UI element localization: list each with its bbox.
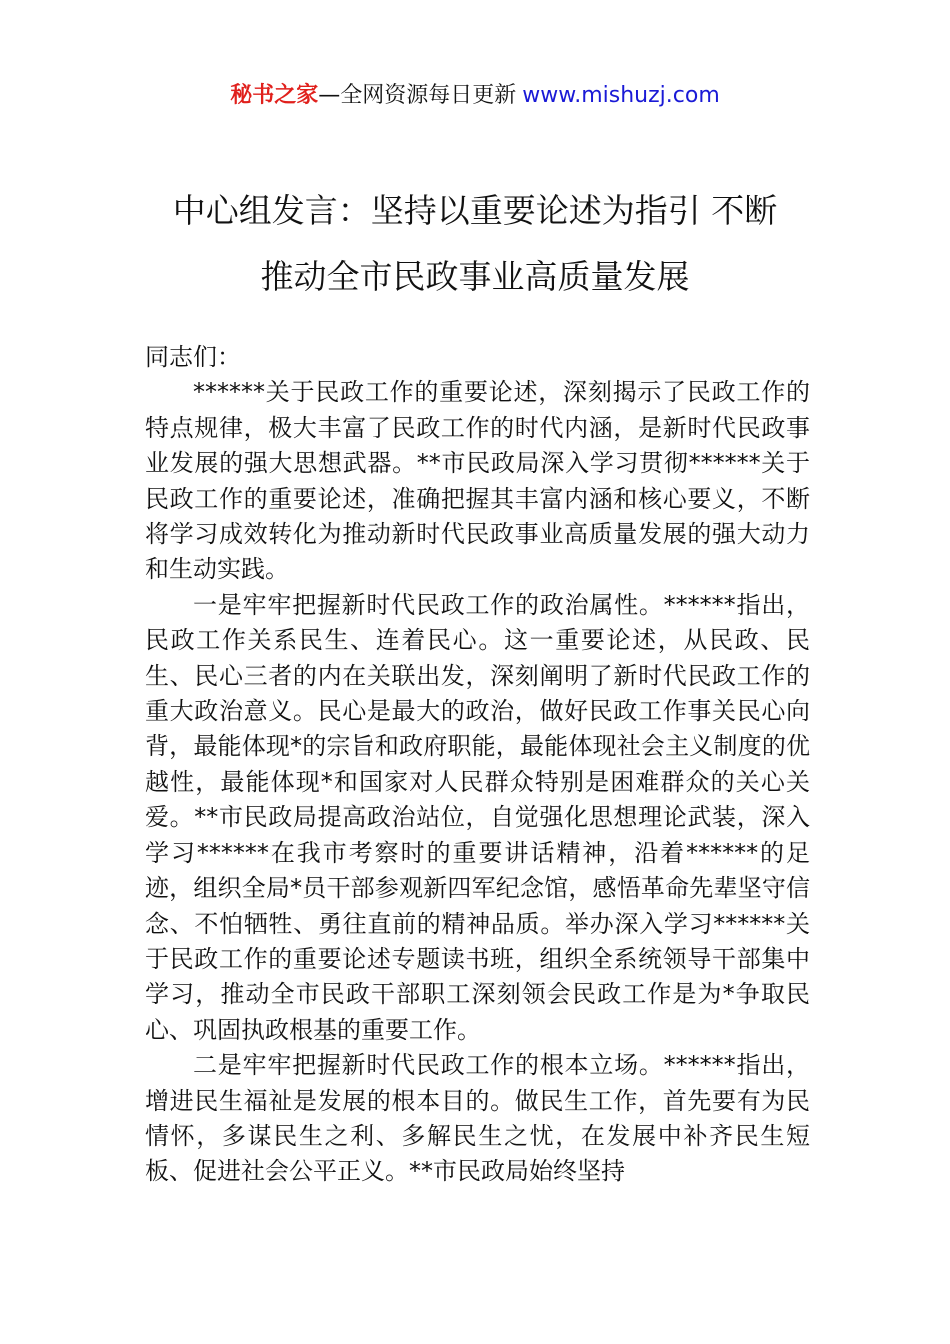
title-line-2: 推动全市民政事业高质量发展 — [260, 257, 690, 296]
page-header — [0, 80, 950, 112]
paragraph-point-1: 一是牢牢把握新时代民政工作的政治属性。******指出，民政工作关系民生、连着民心。这一重要论述，从民政、民生、民心三者的内在关联出发，深刻阐明了新时代民政工作的重大政治意义。民心是最大的政治，做好民政工作事关民心向背，最能体现*的宗旨和政府职能，最能体现社会主义制度的优越性，最能体现*和国家对人民群众特别是困难群众的关心关爱。**市民政局提高政治站位，自觉强化思想理论武装，深入学习******在我市考察时的重要讲话精神，沿着******的足迹，组织全局*员干部参观新四军纪念馆，感悟革命先辈坚守信念、不怕牺牲、勇往直前的精神品质。举办深入学习******关于民政工作的重要论述专题读书班，组织全系统领导干部集中学习，推动全市民政干部职工深刻领会民政工作是为*争取民心、巩固执政根基的重要工作。 — [145, 590, 810, 1044]
document-title — [100, 178, 850, 310]
document-body — [145, 340, 810, 1190]
brand-name: 秘书之家 — [230, 83, 319, 108]
title-line-1: 中心组发言：坚持以重要论述为指引 不断 — [172, 191, 778, 230]
salutation: 同志们： — [145, 343, 241, 371]
header-tagline: —全网资源每日更新 — [318, 83, 517, 108]
site-link[interactable]: www.mishuzj.com — [522, 83, 720, 108]
paragraph-intro: ******关于民政工作的重要论述，深刻揭示了民政工作的特点规律，极大丰富了民政工作的时代内涵，是新时代民政事业发展的强大思想武器。**市民政局深入学习贯彻******关于民政工作的重要论述，准确把握其丰富内涵和核心要义，不断将学习成效转化为推动新时代民政事业高质量发展的强大动力和生动实践。 — [145, 378, 810, 584]
paragraph-point-2: 二是牢牢把握新时代民政工作的根本立场。******指出，增进民生福祉是发展的根本目的。做民生工作，首先要有为民情怀，多谋民生之利、多解民生之忧，在发展中补齐民生短板、促进社会公平正义。**市民政局始终坚持 — [145, 1051, 810, 1186]
